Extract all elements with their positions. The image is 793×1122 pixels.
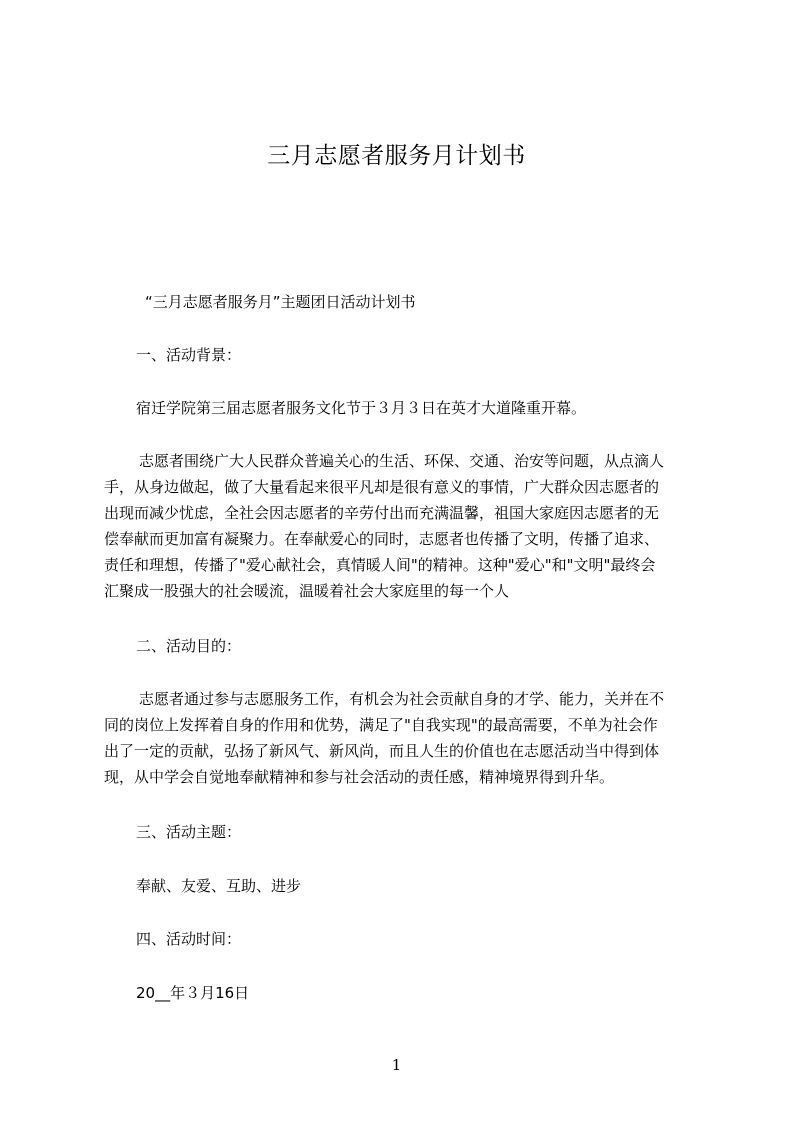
time-content: 20__年３月16日 (136, 984, 250, 1002)
section-heading-theme: 三、活动主题： (136, 823, 242, 841)
paragraph-line: 现，从中学会自觉地奉献精神和参与社会活动的责任感，精神境界得到升华。 (104, 768, 615, 786)
paragraph-line: 手，从身边做起，做了大量看起来很平凡却是很有意义的事情，广大群众因志愿者的 (104, 478, 660, 496)
document-subtitle: “三月志愿者服务月”主题团日活动计划书 (145, 293, 416, 311)
section-heading-purpose: 二、活动目的： (136, 637, 242, 655)
paragraph-line: 志愿者通过参与志愿服务工作，有机会为社会贡献自身的才学、能力，关并在不 (139, 690, 665, 708)
section-heading-time: 四、活动时间： (136, 930, 242, 948)
paragraph-line: 汇聚成一股强大的社会暖流，温暖着社会大家庭里的每一个人 (104, 582, 510, 600)
theme-content: 奉献、友爱、互助、进步 (136, 877, 302, 895)
background-paragraph (104, 448, 700, 604)
document-title: 三月志愿者服务月计划书 (267, 143, 526, 169)
paragraph-line: 同的岗位上发挥着自身的作用和优势，满足了"自我实现"的最高需要，不单为社会作 (104, 716, 658, 734)
page-number: 1 (391, 1056, 402, 1074)
paragraph-line: 出了一定的贡献，弘扬了新风气、新风尚，而且人生的价值也在志愿活动当中得到体 (104, 742, 660, 760)
paragraph-line: 出现而减少忧虑，全社会因志愿者的辛劳付出而充满温馨，祖国大家庭因志愿者的无 (104, 504, 660, 522)
background-intro: 宿迁学院第三届志愿者服务文化节于３月３日在英才大道隆重开幕。 (136, 399, 587, 417)
paragraph-line: 偿奉献而更加富有凝聚力。在奉献爱心的同时，志愿者也传播了文明，传播了追求、 (104, 530, 660, 548)
paragraph-line: 志愿者围绕广大人民群众普遍关心的生活、环保、交通、治安等问题，从点滴人 (139, 452, 665, 470)
section-heading-background: 一、活动背景： (136, 346, 242, 364)
paragraph-line: 责任和理想，传播了"爱心献社会，真情暖人间"的精神。这种"爱心"和"文明"最终会 (104, 556, 656, 574)
purpose-paragraph (104, 686, 700, 790)
